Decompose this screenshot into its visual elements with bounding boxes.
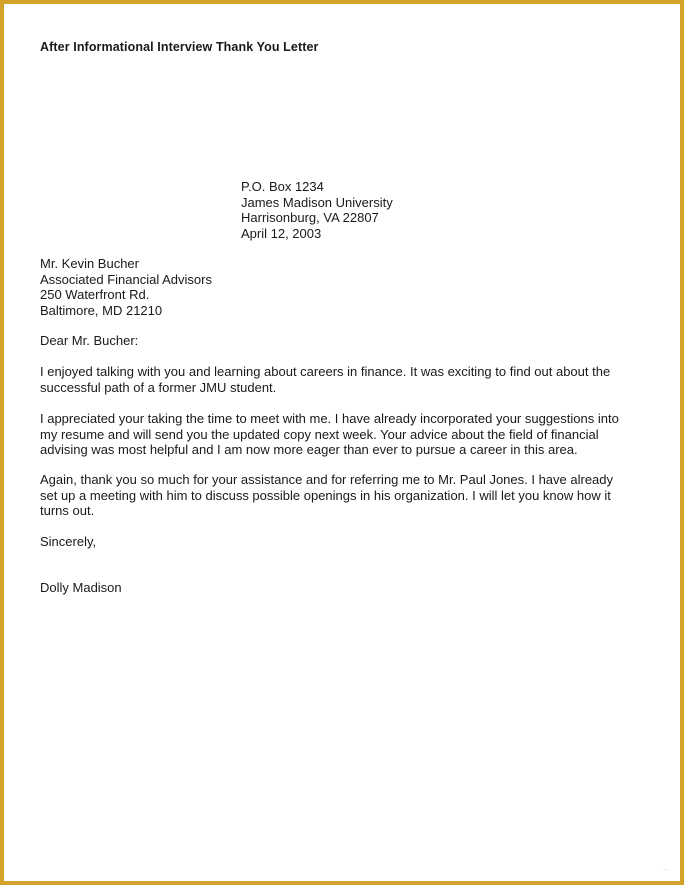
return-address-line: P.O. Box 1234 [241,179,324,194]
letter-date: April 12, 2003 [241,225,322,241]
closing-text: Sincerely, [40,534,97,549]
recipient-company: Associated Financial Advisors [40,271,212,287]
closing [40,534,96,550]
paragraph-line: I appreciated your taking the time to meet with me. I have already incorporated your suggestions into [40,411,619,426]
return-address-line: Harrisonburg, VA 22807 [241,210,379,225]
letter-page [8,8,676,877]
salutation-text: Dear Mr. Bucher: [40,333,139,348]
return-address-line: James Madison University [241,194,393,210]
corner-mark: ··· [661,867,670,873]
paragraph-line: successful path of a former JMU student. [40,379,277,395]
salutation [40,333,138,349]
paragraph-line: I enjoyed talking with you and learning about careers in finance. It was exciting to find out about the [40,364,611,379]
body-paragraph-1 [40,364,610,395]
paragraph-line: turns out. [40,503,95,518]
return-address-block [241,179,393,241]
signature-name: Dolly Madison [40,580,122,595]
paragraph-line: advising was most helpful and I am now more eager than ever to pursue a career in this area. [40,442,578,457]
paragraph-line: my resume and will send you the updated copy next week. Your advice about the field of financial [40,426,599,442]
body-paragraph-2 [40,411,619,458]
body-paragraph-3 [40,472,613,519]
document-title: After Informational Interview Thank You Letter [40,40,319,54]
recipient-name: Mr. Kevin Bucher [40,256,139,271]
signature [40,580,122,596]
paragraph-line: Again, thank you so much for your assistance and for referring me to Mr. Paul Jones. I have already [40,472,614,487]
recipient-city: Baltimore, MD 21210 [40,302,163,318]
recipient-address-block [40,256,212,318]
paragraph-line: set up a meeting with him to discuss possible openings in his organization. I will let you know how it [40,487,611,503]
recipient-street: 250 Waterfront Rd. [40,287,150,302]
